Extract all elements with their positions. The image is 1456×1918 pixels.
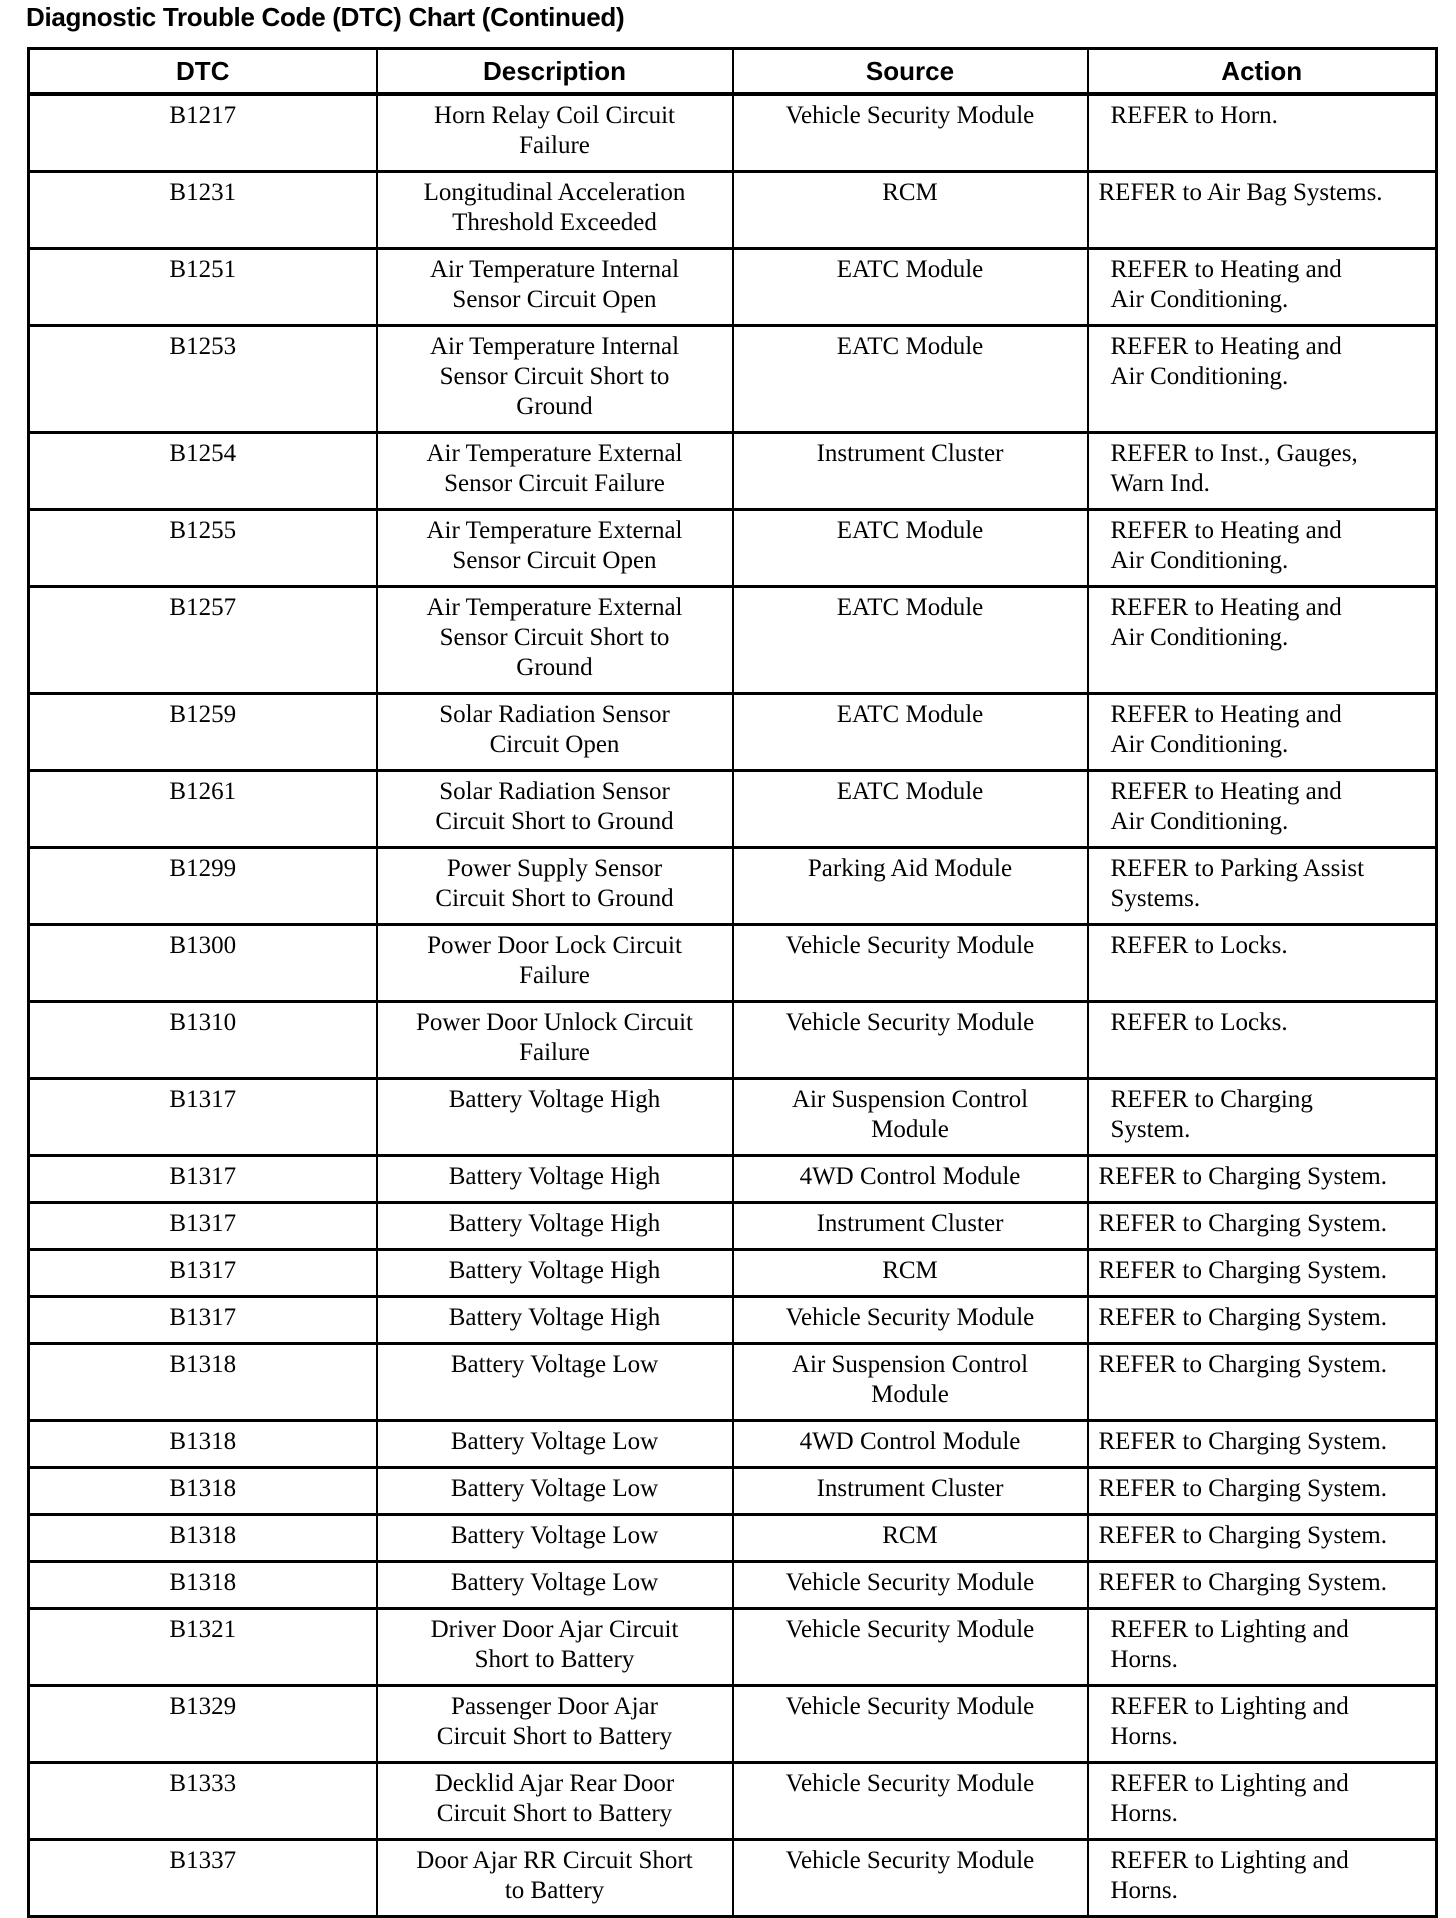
- description-cell: Passenger Door Ajar Circuit Short to Battery: [377, 1686, 733, 1763]
- source-cell: Instrument Cluster: [733, 1468, 1088, 1515]
- table-row: [29, 1156, 1437, 1203]
- description-cell: Battery Voltage Low: [377, 1344, 733, 1421]
- dtc-cell: B1317: [29, 1250, 377, 1297]
- description-cell: Door Ajar RR Circuit Short to Battery: [377, 1840, 733, 1917]
- dtc-table: [27, 47, 1438, 1918]
- action-cell: REFER to Charging System.: [1088, 1344, 1437, 1421]
- action-cell: REFER to Inst., Gauges, Warn Ind.: [1088, 433, 1437, 510]
- action-cell: REFER to Lighting and Horns.: [1088, 1840, 1437, 1917]
- description-cell: Battery Voltage High: [377, 1203, 733, 1250]
- source-cell: EATC Module: [733, 249, 1088, 326]
- source-cell: RCM: [733, 1515, 1088, 1562]
- column-header-description: Description: [377, 49, 733, 95]
- description-cell: Air Temperature Internal Sensor Circuit Open: [377, 249, 733, 326]
- description-cell: Battery Voltage High: [377, 1297, 733, 1344]
- dtc-cell: B1318: [29, 1344, 377, 1421]
- table-row: [29, 1079, 1437, 1156]
- dtc-cell: B1255: [29, 510, 377, 587]
- description-cell: Solar Radiation Sensor Circuit Open: [377, 694, 733, 771]
- source-cell: EATC Module: [733, 771, 1088, 848]
- table-row: [29, 1562, 1437, 1609]
- action-cell: REFER to Charging System.: [1088, 1250, 1437, 1297]
- description-cell: Battery Voltage Low: [377, 1515, 733, 1562]
- action-cell: REFER to Heating and Air Conditioning.: [1088, 249, 1437, 326]
- description-cell: Air Temperature External Sensor Circuit Open: [377, 510, 733, 587]
- source-cell: RCM: [733, 1250, 1088, 1297]
- table-row: [29, 925, 1437, 1002]
- action-cell: REFER to Air Bag Systems.: [1088, 172, 1437, 249]
- action-cell: REFER to Locks.: [1088, 1002, 1437, 1079]
- action-cell: REFER to Parking Assist Systems.: [1088, 848, 1437, 925]
- source-cell: Vehicle Security Module: [733, 925, 1088, 1002]
- column-header-source: Source: [733, 49, 1088, 95]
- table-row: [29, 326, 1437, 433]
- table-row: [29, 1297, 1437, 1344]
- action-cell: REFER to Heating and Air Conditioning.: [1088, 694, 1437, 771]
- table-row: [29, 1840, 1437, 1917]
- dtc-cell: B1337: [29, 1840, 377, 1917]
- description-cell: Power Door Unlock Circuit Failure: [377, 1002, 733, 1079]
- dtc-cell: B1321: [29, 1609, 377, 1686]
- description-cell: Air Temperature External Sensor Circuit Short to Ground: [377, 587, 733, 694]
- action-cell: REFER to Charging System.: [1088, 1468, 1437, 1515]
- action-cell: REFER to Lighting and Horns.: [1088, 1609, 1437, 1686]
- table-row: [29, 1250, 1437, 1297]
- action-cell: REFER to Charging System.: [1088, 1203, 1437, 1250]
- source-cell: Vehicle Security Module: [733, 1609, 1088, 1686]
- description-cell: Longitudinal Acceleration Threshold Exceeded: [377, 172, 733, 249]
- dtc-cell: B1257: [29, 587, 377, 694]
- dtc-cell: B1317: [29, 1079, 377, 1156]
- source-cell: EATC Module: [733, 694, 1088, 771]
- table-row: [29, 172, 1437, 249]
- source-cell: 4WD Control Module: [733, 1156, 1088, 1203]
- dtc-cell: B1318: [29, 1515, 377, 1562]
- table-row: [29, 848, 1437, 925]
- source-cell: Air Suspension Control Module: [733, 1344, 1088, 1421]
- table-row: [29, 1515, 1437, 1562]
- dtc-cell: B1299: [29, 848, 377, 925]
- table-row: [29, 1609, 1437, 1686]
- action-cell: REFER to Lighting and Horns.: [1088, 1686, 1437, 1763]
- source-cell: Vehicle Security Module: [733, 1763, 1088, 1840]
- source-cell: Instrument Cluster: [733, 433, 1088, 510]
- description-cell: Battery Voltage High: [377, 1079, 733, 1156]
- source-cell: Vehicle Security Module: [733, 1297, 1088, 1344]
- description-cell: Battery Voltage Low: [377, 1421, 733, 1468]
- action-cell: REFER to Charging System.: [1088, 1515, 1437, 1562]
- dtc-cell: B1261: [29, 771, 377, 848]
- description-cell: Battery Voltage High: [377, 1156, 733, 1203]
- dtc-cell: B1217: [29, 94, 377, 172]
- description-cell: Battery Voltage Low: [377, 1468, 733, 1515]
- action-cell: REFER to Charging System.: [1088, 1079, 1437, 1156]
- action-cell: REFER to Charging System.: [1088, 1297, 1437, 1344]
- dtc-cell: B1254: [29, 433, 377, 510]
- page-title: Diagnostic Trouble Code (DTC) Chart (Continued): [26, 2, 625, 32]
- description-cell: Solar Radiation Sensor Circuit Short to Ground: [377, 771, 733, 848]
- description-cell: Air Temperature External Sensor Circuit Failure: [377, 433, 733, 510]
- source-cell: Vehicle Security Module: [733, 94, 1088, 172]
- dtc-cell: B1259: [29, 694, 377, 771]
- source-cell: RCM: [733, 172, 1088, 249]
- description-cell: Battery Voltage High: [377, 1250, 733, 1297]
- action-cell: REFER to Lighting and Horns.: [1088, 1763, 1437, 1840]
- source-cell: EATC Module: [733, 510, 1088, 587]
- dtc-cell: B1317: [29, 1297, 377, 1344]
- description-cell: Decklid Ajar Rear Door Circuit Short to Battery: [377, 1763, 733, 1840]
- action-cell: REFER to Charging System.: [1088, 1421, 1437, 1468]
- dtc-cell: B1253: [29, 326, 377, 433]
- description-cell: Power Door Lock Circuit Failure: [377, 925, 733, 1002]
- column-header-action: Action: [1088, 49, 1437, 95]
- dtc-cell: B1317: [29, 1203, 377, 1250]
- table-row: [29, 1344, 1437, 1421]
- action-cell: REFER to Charging System.: [1088, 1156, 1437, 1203]
- source-cell: EATC Module: [733, 587, 1088, 694]
- description-cell: Power Supply Sensor Circuit Short to Ground: [377, 848, 733, 925]
- table-row: [29, 510, 1437, 587]
- dtc-cell: B1329: [29, 1686, 377, 1763]
- source-cell: 4WD Control Module: [733, 1421, 1088, 1468]
- source-cell: Instrument Cluster: [733, 1203, 1088, 1250]
- source-cell: Vehicle Security Module: [733, 1002, 1088, 1079]
- table-row: [29, 1763, 1437, 1840]
- dtc-cell: B1231: [29, 172, 377, 249]
- description-cell: Battery Voltage Low: [377, 1562, 733, 1609]
- action-cell: REFER to Heating and Air Conditioning.: [1088, 326, 1437, 433]
- action-cell: REFER to Heating and Air Conditioning.: [1088, 587, 1437, 694]
- description-cell: Driver Door Ajar Circuit Short to Battery: [377, 1609, 733, 1686]
- dtc-cell: B1251: [29, 249, 377, 326]
- source-cell: EATC Module: [733, 326, 1088, 433]
- source-cell: Parking Aid Module: [733, 848, 1088, 925]
- action-cell: REFER to Charging System.: [1088, 1562, 1437, 1609]
- table-row: [29, 1686, 1437, 1763]
- action-cell: REFER to Heating and Air Conditioning.: [1088, 510, 1437, 587]
- description-cell: Air Temperature Internal Sensor Circuit Short to Ground: [377, 326, 733, 433]
- dtc-cell: B1318: [29, 1562, 377, 1609]
- action-cell: REFER to Locks.: [1088, 925, 1437, 1002]
- table-row: [29, 1468, 1437, 1515]
- source-cell: Vehicle Security Module: [733, 1686, 1088, 1763]
- table-row: [29, 694, 1437, 771]
- table-row: [29, 771, 1437, 848]
- description-cell: Horn Relay Coil Circuit Failure: [377, 94, 733, 172]
- dtc-cell: B1318: [29, 1468, 377, 1515]
- table-row: [29, 94, 1437, 172]
- action-cell: REFER to Heating and Air Conditioning.: [1088, 771, 1437, 848]
- table-row: [29, 1421, 1437, 1468]
- source-cell: Vehicle Security Module: [733, 1840, 1088, 1917]
- source-cell: Vehicle Security Module: [733, 1562, 1088, 1609]
- dtc-cell: B1310: [29, 1002, 377, 1079]
- table-row: [29, 433, 1437, 510]
- table-row: [29, 249, 1437, 326]
- dtc-cell: B1317: [29, 1156, 377, 1203]
- table-row: [29, 587, 1437, 694]
- table-row: [29, 1203, 1437, 1250]
- action-cell: REFER to Horn.: [1088, 94, 1437, 172]
- dtc-cell: B1318: [29, 1421, 377, 1468]
- source-cell: Air Suspension Control Module: [733, 1079, 1088, 1156]
- table-header-row: [29, 49, 1437, 95]
- dtc-cell: B1333: [29, 1763, 377, 1840]
- table-row: [29, 1002, 1437, 1079]
- column-header-dtc: DTC: [29, 49, 377, 95]
- dtc-cell: B1300: [29, 925, 377, 1002]
